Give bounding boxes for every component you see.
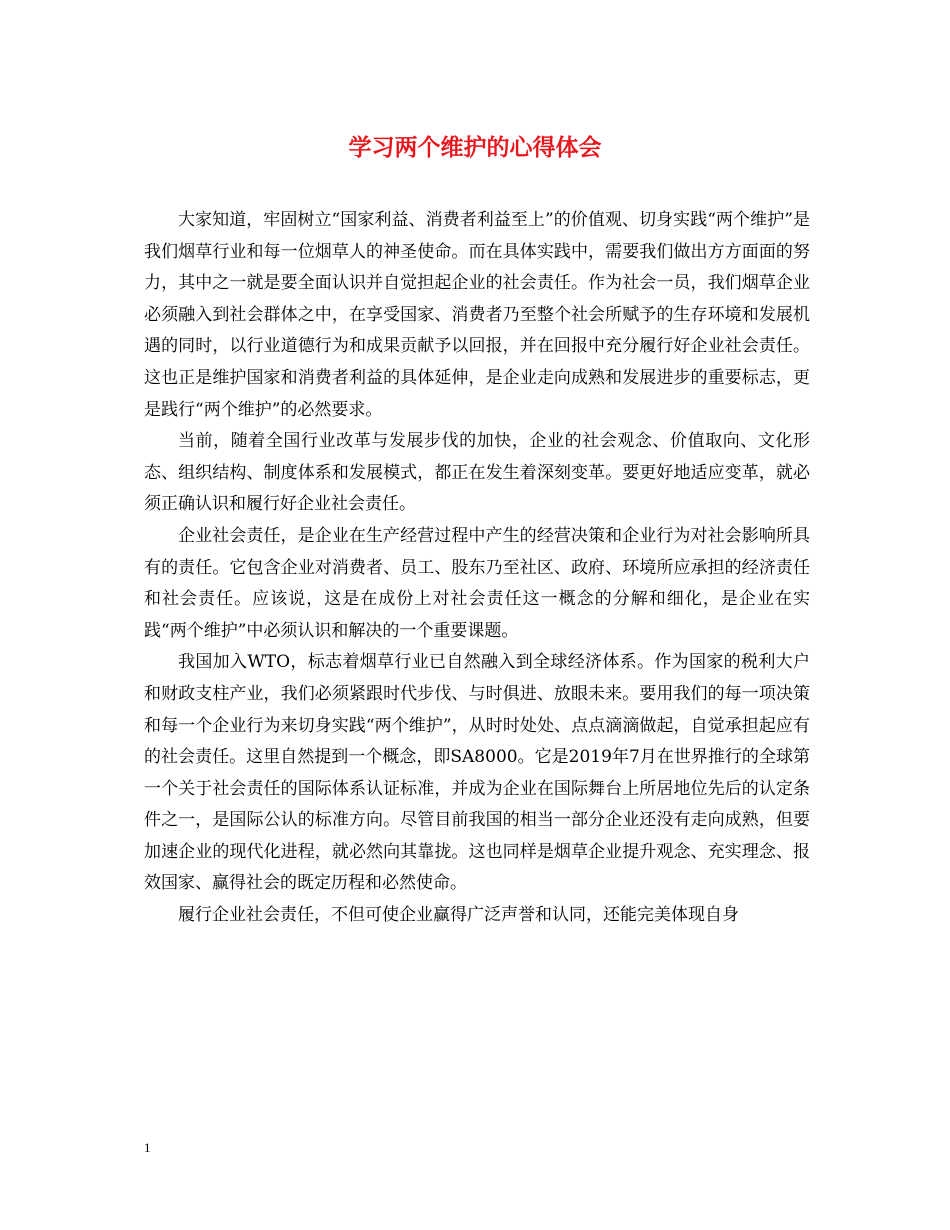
page-number: 1: [144, 1140, 151, 1155]
document-body: [144, 205, 810, 932]
paragraph: 我国加入WTO，标志着烟草行业已自然融入到全球经济体系。作为国家的税利大户和财政支柱产业，我们必须紧跟时代步伐、与时俱进、放眼未来。要用我们的每一项决策和每一个企业行为来切身实践“两个维护”，从时时处处、点点滴滴做起，自觉承担起应有的社会责任。这里自然提到一个概念，即SA8000。它是2019年7月在世界推行的全球第一个关于社会责任的国际体系认证标准，并成为企业在国际舞台上所居地位先后的认定条件之一，是国际公认的标准方向。尽管目前我国的相当一部分企业还没有走向成熟，但要加速企业的现代化进程，就必然向其靠拢。这也同样是烟草企业提升观念、充实理念、报效国家、赢得社会的既定历程和必然使命。: [144, 652, 810, 894]
paragraph: 企业社会责任，是企业在生产经营过程中产生的经营决策和企业行为对社会影响所具有的责任。它包含企业对消费者、员工、股东乃至社区、政府、环境所应承担的经济责任和社会责任。应该说，这是在成份上对社会责任这一概念的分解和细化，是企业在实践“两个维护”中必须认识和解决的一个重要课题。: [144, 525, 810, 641]
document-title: 学习两个维护的心得体会: [348, 134, 602, 161]
paragraph: 大家知道，牢固树立“国家利益、消费者利益至上”的价值观、切身实践“两个维护”是我们烟草行业和每一位烟草人的神圣使命。而在具体实践中，需要我们做出方方面面的努力，其中之一就是要全面认识并自觉担起企业的社会责任。作为社会一员，我们烟草企业必须融入到社会群体之中，在享受国家、消费者乃至整个社会所赋予的生存环境和发展机遇的同时，以行业道德行为和成果贡献予以回报，并在回报中充分履行好企业社会责任。这也正是维护国家和消费者利益的具体延伸，是企业走向成熟和发展进步的重要标志，更是践行“两个维护”的必然要求。: [144, 210, 810, 420]
paragraph: 当前，随着全国行业改革与发展步伐的加快，企业的社会观念、价值取向、文化形态、组织结构、制度体系和发展模式，都正在发生着深刻变革。要更好地适应变革，就必须正确认识和履行好企业社会责任。: [144, 431, 810, 515]
paragraph: 履行企业社会责任，不但可使企业赢得广泛声誉和认同，还能完美体现自身: [178, 905, 739, 926]
